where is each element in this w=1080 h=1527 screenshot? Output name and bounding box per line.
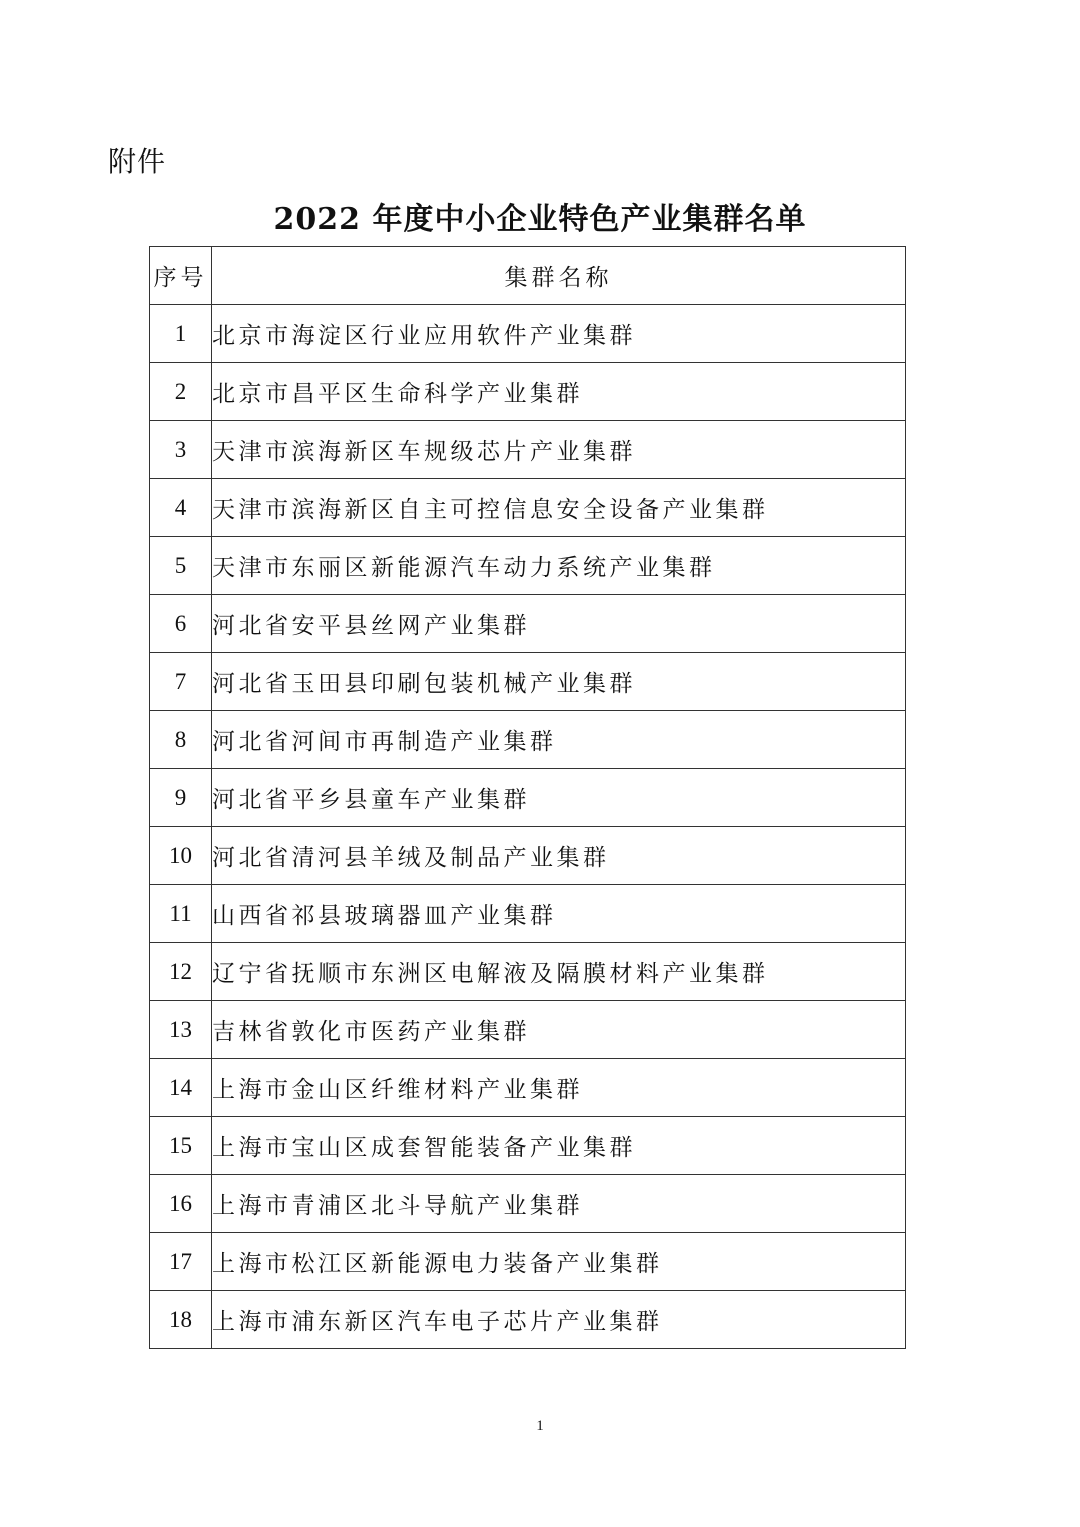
table-row (150, 711, 906, 769)
document-title: 2022 年度中小企业特色产业集群名单 (273, 202, 807, 237)
table-row (150, 305, 906, 363)
table-row (150, 885, 906, 943)
table-row (150, 769, 906, 827)
row-serial-number: 1 (150, 305, 212, 363)
table-header-row (150, 247, 906, 305)
row-cluster-name: 天津市滨海新区自主可控信息安全设备产业集群 (212, 479, 906, 537)
row-cluster-name: 北京市海淀区行业应用软件产业集群 (212, 305, 906, 363)
row-serial-number: 13 (150, 1001, 212, 1059)
row-cluster-name: 河北省清河县羊绒及制品产业集群 (212, 827, 906, 885)
row-cluster-name: 河北省河间市再制造产业集群 (212, 711, 906, 769)
row-serial-number: 14 (150, 1059, 212, 1117)
row-cluster-name: 吉林省敦化市医药产业集群 (212, 1001, 906, 1059)
table-row (150, 1175, 906, 1233)
row-cluster-name: 上海市松江区新能源电力装备产业集群 (212, 1233, 906, 1291)
table-row (150, 1059, 906, 1117)
row-serial-number: 2 (150, 363, 212, 421)
row-cluster-name: 上海市浦东新区汽车电子芯片产业集群 (212, 1291, 906, 1349)
row-serial-number: 3 (150, 421, 212, 479)
table-body (150, 305, 906, 1349)
row-cluster-name: 辽宁省抚顺市东洲区电解液及隔膜材料产业集群 (212, 943, 906, 1001)
table-row (150, 537, 906, 595)
row-cluster-name: 天津市滨海新区车规级芯片产业集群 (212, 421, 906, 479)
table-row (150, 363, 906, 421)
table-row (150, 1291, 906, 1349)
row-cluster-name: 天津市东丽区新能源汽车动力系统产业集群 (212, 537, 906, 595)
row-serial-number: 17 (150, 1233, 212, 1291)
row-cluster-name: 上海市金山区纤维材料产业集群 (212, 1059, 906, 1117)
table-row (150, 653, 906, 711)
row-serial-number: 18 (150, 1291, 212, 1349)
header-serial-number: 序号 (150, 247, 212, 305)
row-serial-number: 12 (150, 943, 212, 1001)
table-row (150, 827, 906, 885)
attachment-label: 附件 (108, 145, 167, 178)
row-cluster-name: 河北省安平县丝网产业集群 (212, 595, 906, 653)
table-row (150, 595, 906, 653)
row-serial-number: 16 (150, 1175, 212, 1233)
table-row (150, 943, 906, 1001)
row-cluster-name: 河北省平乡县童车产业集群 (212, 769, 906, 827)
row-serial-number: 10 (150, 827, 212, 885)
row-cluster-name: 山西省祁县玻璃器皿产业集群 (212, 885, 906, 943)
row-serial-number: 7 (150, 653, 212, 711)
row-serial-number: 5 (150, 537, 212, 595)
row-cluster-name: 上海市宝山区成套智能装备产业集群 (212, 1117, 906, 1175)
row-serial-number: 6 (150, 595, 212, 653)
row-serial-number: 4 (150, 479, 212, 537)
row-cluster-name: 上海市青浦区北斗导航产业集群 (212, 1175, 906, 1233)
row-serial-number: 8 (150, 711, 212, 769)
table-row (150, 1001, 906, 1059)
table-row (150, 1233, 906, 1291)
table-row (150, 479, 906, 537)
row-serial-number: 15 (150, 1117, 212, 1175)
header-cluster-name: 集群名称 (212, 247, 906, 305)
table-row (150, 1117, 906, 1175)
cluster-list-table (149, 246, 906, 1349)
row-serial-number: 11 (150, 885, 212, 943)
table-row (150, 421, 906, 479)
row-cluster-name: 河北省玉田县印刷包装机械产业集群 (212, 653, 906, 711)
page-number: 1 (536, 1418, 544, 1434)
row-cluster-name: 北京市昌平区生命科学产业集群 (212, 363, 906, 421)
row-serial-number: 9 (150, 769, 212, 827)
